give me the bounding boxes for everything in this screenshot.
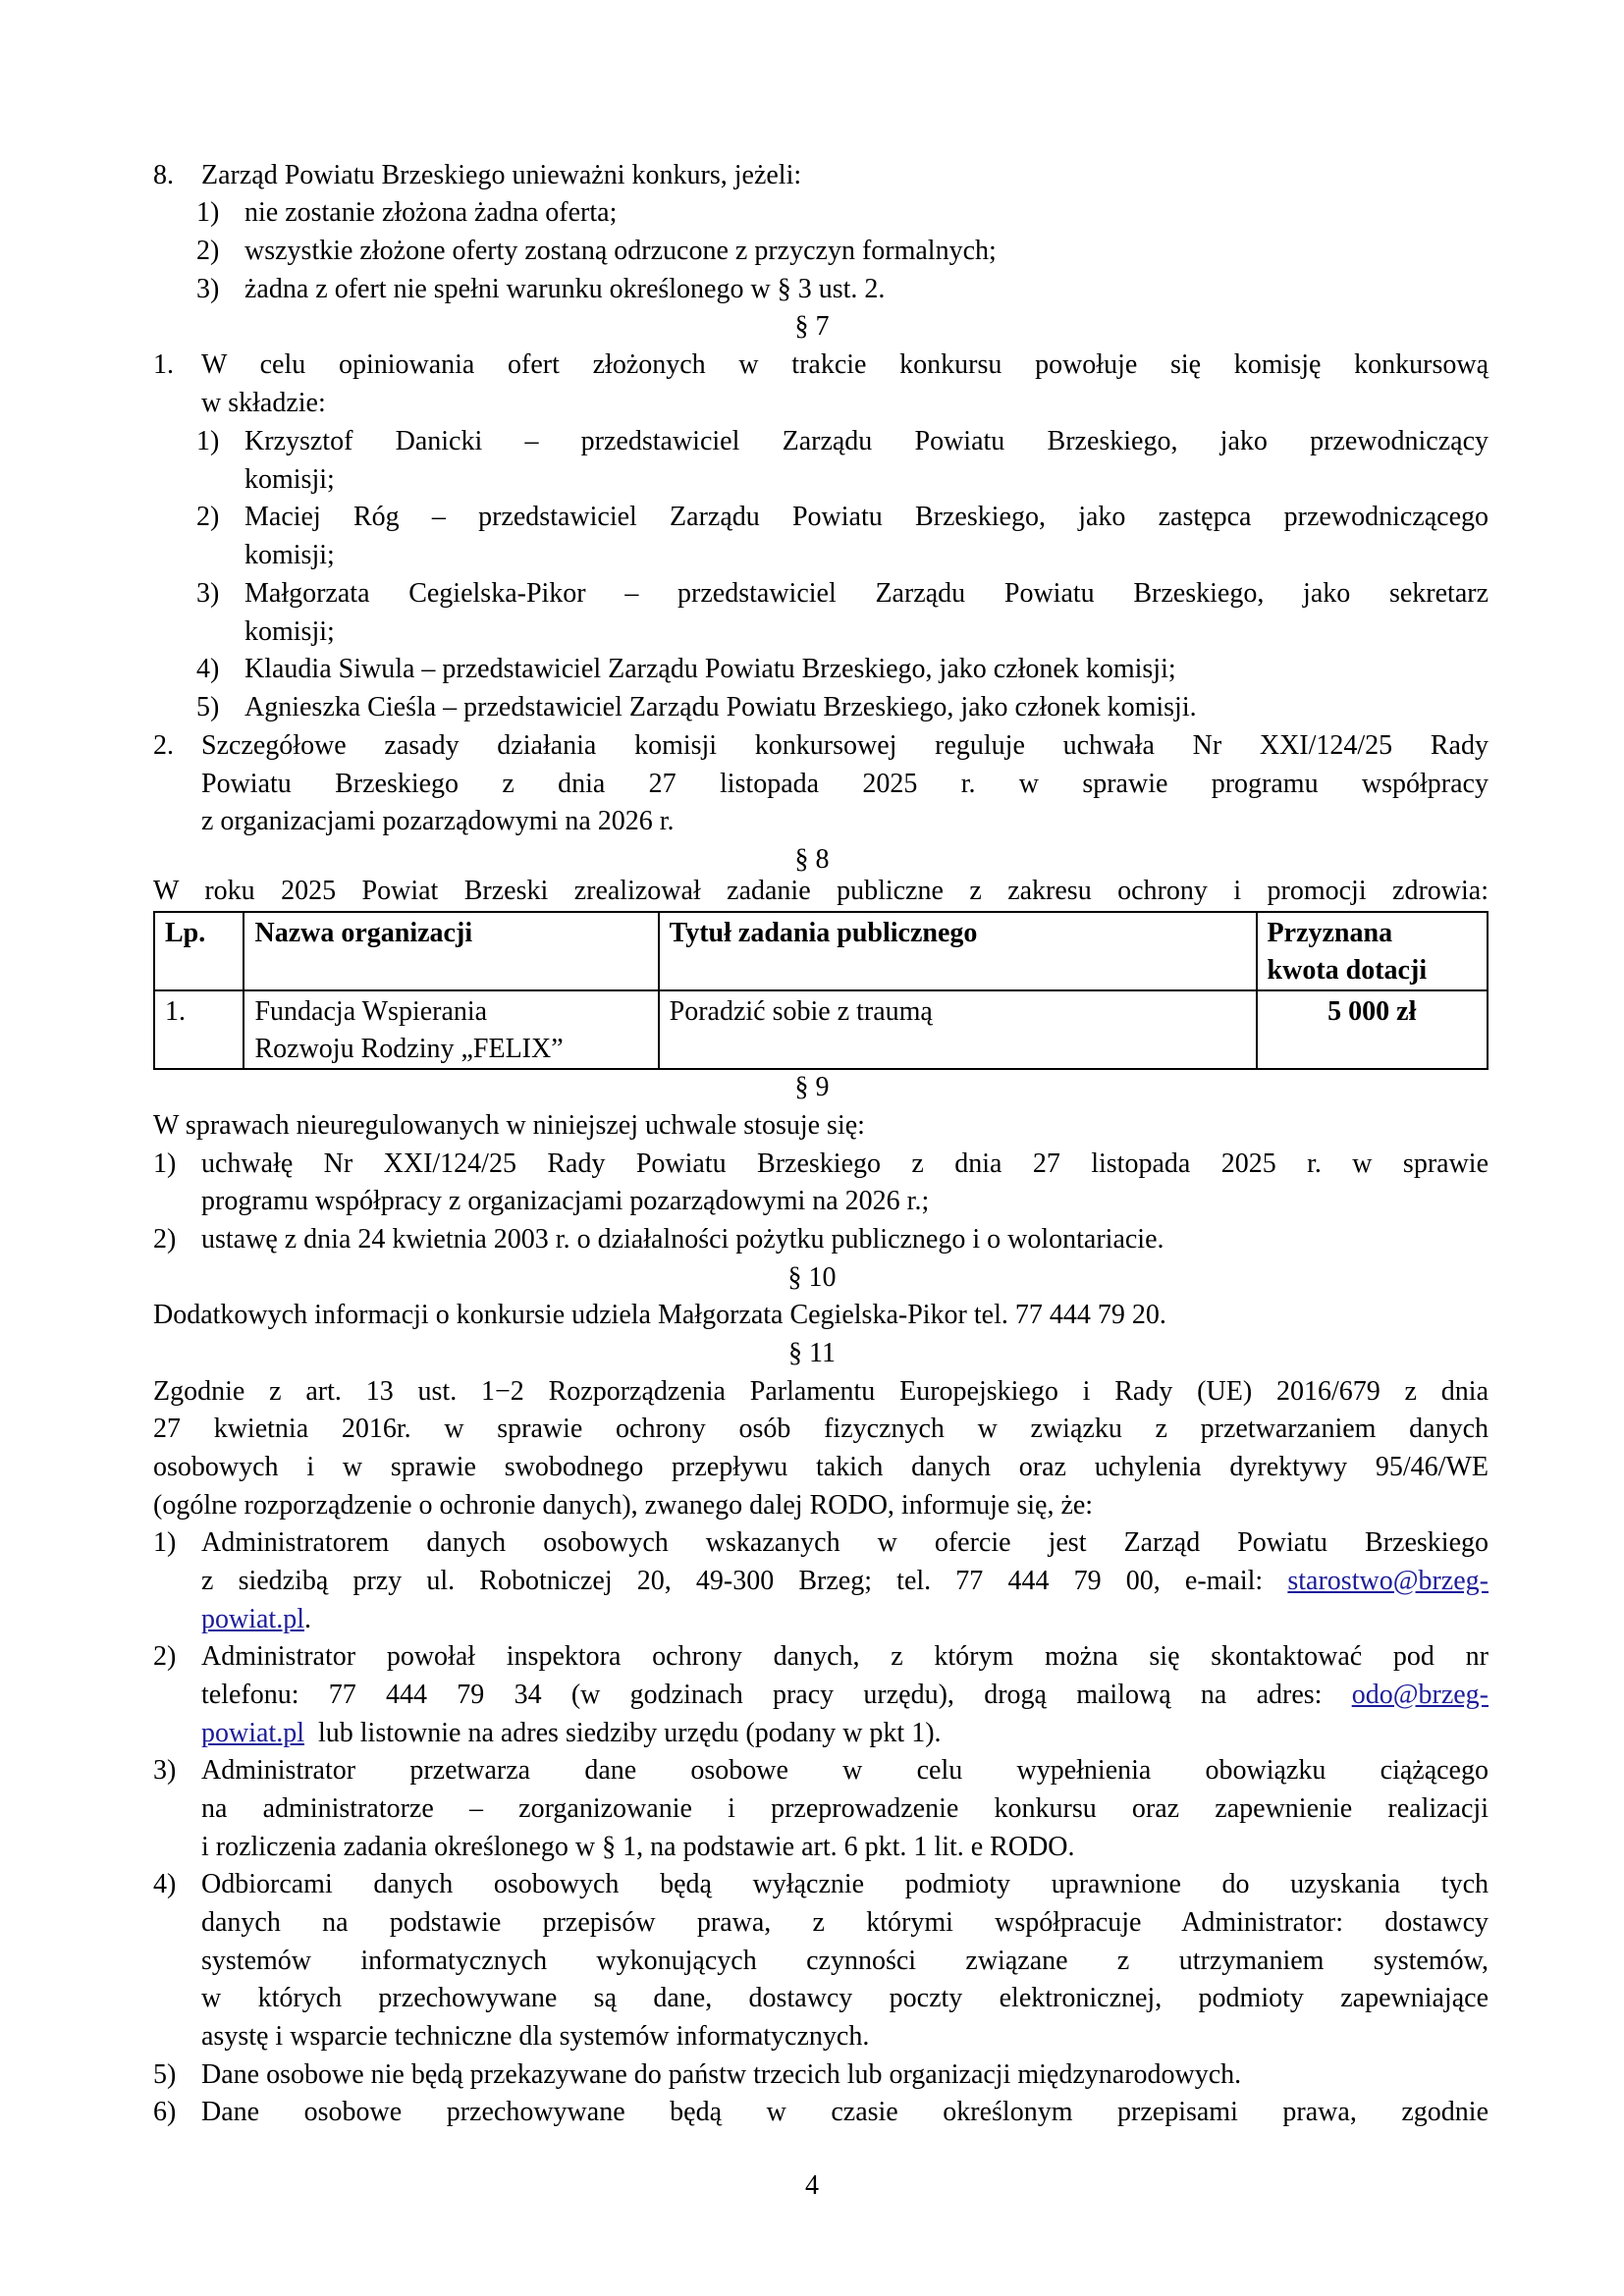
rodo-item: Dane osobowe nie będą przekazywane do państw trzecich lub organizacji międzynarodowych. — [201, 2059, 1242, 2090]
paragraph-text: Zarząd Powiatu Brzeskiego unieważni konkurs, jeżeli: — [201, 160, 802, 190]
section-heading-8: § 8 — [794, 844, 830, 875]
committee-member: komisji; — [244, 616, 335, 647]
list-number: 2) — [153, 1224, 177, 1255]
list-number: 4) — [153, 1869, 177, 1899]
header-task-title: Tytuł zadania publicznego — [659, 912, 1257, 990]
table-header-row — [154, 912, 1488, 990]
paragraph-text: Szczegółowe zasady działania komisji konkursowej reguluje uchwała Nr XXI/124/25 Rady — [201, 730, 1489, 761]
section-heading-10: § 10 — [787, 1262, 837, 1293]
cell-amount: 5 000 zł — [1257, 990, 1488, 1069]
committee-member: komisji; — [244, 464, 335, 495]
rodo-item: Administrator przetwarza dane osobowe w celu wypełnienia obowiązku ciążącego — [201, 1755, 1489, 1786]
grants-table — [153, 911, 1489, 1070]
list-number: 2) — [196, 236, 220, 266]
rodo-text: z siedzibą przy ul. Robotniczej 20, 49-300 Brzeg; tel. 77 444 79 00, e-mail: — [201, 1566, 1288, 1596]
rodo-item: Odbiorcami danych osobowych będą wyłącznie podmioty uprawnione do uzyskania tych — [201, 1869, 1489, 1899]
rodo-item: Administrator powołał inspektora ochrony danych, z którym można się skontaktować pod nr — [201, 1641, 1489, 1672]
list-item: programu współpracy z organizacjami pozarządowymi na 2026 r.; — [201, 1186, 930, 1216]
paragraph-text: Dodatkowych informacji o konkursie udziela Małgorzata Cegielska-Pikor tel. 77 444 79 20. — [153, 1300, 1166, 1330]
list-item: ustawę z dnia 24 kwietnia 2003 r. o działalności pożytku publicznego i o wolontariacie. — [201, 1224, 1164, 1255]
rodo-item: Dane osobowe przechowywane będą w czasie określonym przepisami prawa, zgodnie — [201, 2097, 1489, 2127]
organization-line: Fundacja Wspierania — [254, 996, 488, 1027]
paragraph-text: osobowych i w sprawie swobodnego przepływu takich danych oraz uchylenia dyrektywy 95/46/WE — [153, 1452, 1489, 1482]
page-number: 4 — [805, 2170, 819, 2201]
section-heading-11: § 11 — [788, 1338, 836, 1368]
committee-member: Maciej Róg – przedstawiciel Zarządu Powiatu Brzeskiego, jako zastępca przewodniczącego — [244, 502, 1489, 532]
paragraph-text: (ogólne rozporządzenie o ochronie danych), zwanego dalej RODO, informuje się, że: — [153, 1490, 1094, 1521]
email-link-odo-cont[interactable]: powiat.pl — [201, 1718, 304, 1748]
list-number: 6) — [153, 2097, 177, 2127]
list-number: 1) — [196, 197, 220, 228]
list-item: żadna z ofert nie spełni warunku określonego w § 3 ust. 2. — [244, 274, 886, 304]
table-row — [154, 990, 1488, 1069]
organization-line: Rozwoju Rodziny „FELIX” — [254, 1034, 564, 1064]
paragraph-text: Zgodnie z art. 13 ust. 1−2 Rozporządzenia Parlamentu Europejskiego i Rady (UE) 2016/679 z dnia — [153, 1376, 1489, 1407]
email-link-starostwo-cont[interactable]: powiat.pl — [201, 1604, 304, 1634]
rodo-text: telefonu: 77 444 79 34 (w godzinach pracy urzędu), drogą mailową na adres: — [201, 1680, 1352, 1710]
header-amount-line: kwota dotacji — [1267, 955, 1428, 986]
list-item: nie zostanie złożona żadna oferta; — [244, 197, 618, 228]
paragraph-text: W celu opiniowania ofert złożonych w trakcie konkursu powołuje się komisję konkursową — [201, 349, 1489, 380]
list-number: 1) — [196, 426, 220, 456]
list-item: wszystkie złożone oferty zostaną odrzucone z przyczyn formalnych; — [244, 236, 997, 266]
paragraph-text: w składzie: — [201, 388, 326, 418]
header-organization: Nazwa organizacji — [244, 912, 658, 990]
rodo-item: w których przechowywane są dane, dostawcy poczty elektronicznej, podmioty zapewniające — [201, 1983, 1489, 2013]
cell-lp: 1. — [154, 990, 244, 1069]
cell-organization — [244, 990, 658, 1069]
committee-member: Klaudia Siwula – przedstawiciel Zarządu Powiatu Brzeskiego, jako członek komisji; — [244, 654, 1176, 684]
list-number: 2) — [196, 502, 220, 532]
list-number: 3) — [196, 578, 220, 609]
rodo-item: systemów informatycznych wykonujących czynności związane z utrzymaniem systemów, — [201, 1946, 1489, 1976]
list-number: 4) — [196, 654, 220, 684]
committee-member: Krzysztof Danicki – przedstawiciel Zarządu Powiatu Brzeskiego, jako przewodniczący — [244, 426, 1489, 456]
committee-member: komisji; — [244, 540, 335, 570]
rodo-item — [201, 1677, 1489, 1714]
header-lp: Lp. — [154, 912, 244, 990]
email-link-starostwo[interactable]: starostwo@brzeg- — [1287, 1566, 1489, 1596]
rodo-item — [201, 1601, 311, 1638]
paragraph-text: z organizacjami pozarządowymi na 2026 r. — [201, 806, 675, 836]
section-heading-7: § 7 — [794, 311, 830, 342]
rodo-item: asystę i wsparcie techniczne dla systemów informatycznych. — [201, 2021, 870, 2052]
paragraph-text: Powiatu Brzeskiego z dnia 27 listopada 2025 r. w sprawie programu współpracy — [201, 769, 1489, 799]
rodo-item: na administratorze – zorganizowanie i przeprowadzenie konkursu oraz zapewnienie realizacji — [201, 1793, 1489, 1824]
paragraph-text: W sprawach nieuregulowanych w niniejszej uchwale stosuje się: — [153, 1110, 865, 1141]
rodo-text: . — [304, 1604, 311, 1634]
email-link-odo[interactable]: odo@brzeg- — [1351, 1680, 1489, 1710]
rodo-item: Administratorem danych osobowych wskazanych w ofercie jest Zarząd Powiatu Brzeskiego — [201, 1527, 1489, 1558]
rodo-item: i rozliczenia zadania określonego w § 1, na podstawie art. 6 pkt. 1 lit. e RODO. — [201, 1832, 1075, 1862]
list-number: 1) — [153, 1527, 177, 1558]
rodo-item — [201, 1715, 942, 1752]
list-number: 3) — [153, 1755, 177, 1786]
list-number: 1. — [153, 349, 174, 380]
list-item: uchwałę Nr XXI/124/25 Rady Powiatu Brzeskiego z dnia 27 listopada 2025 r. w sprawie — [201, 1148, 1489, 1179]
cell-task-title: Poradzić sobie z traumą — [659, 990, 1257, 1069]
paragraph-text: 27 kwietnia 2016r. w sprawie ochrony osób fizycznych w związku z przetwarzaniem danych — [153, 1414, 1489, 1444]
committee-member: Małgorzata Cegielska-Pikor – przedstawiciel Zarządu Powiatu Brzeskiego, jako sekretarz — [244, 578, 1489, 609]
header-amount — [1257, 912, 1488, 990]
rodo-item — [201, 1563, 1489, 1600]
list-number: 5) — [153, 2059, 177, 2090]
list-number: 2. — [153, 730, 174, 761]
list-number: 1) — [153, 1148, 177, 1179]
header-amount-line: Przyznana — [1267, 918, 1393, 948]
rodo-text: lub listownie na adres siedziby urzędu (podany w pkt 1). — [304, 1718, 942, 1748]
paragraph-text: W roku 2025 Powiat Brzeski zrealizował zadanie publiczne z zakresu ochrony i promocji zdrowia: — [153, 876, 1489, 906]
list-number: 8. — [153, 160, 174, 190]
rodo-item: danych na podstawie przepisów prawa, z którymi współpracuje Administrator: dostawcy — [201, 1907, 1489, 1938]
list-number: 5) — [196, 692, 220, 722]
committee-member: Agnieszka Cieśla – przedstawiciel Zarządu Powiatu Brzeskiego, jako członek komisji. — [244, 692, 1197, 722]
list-number: 2) — [153, 1641, 177, 1672]
section-heading-9: § 9 — [794, 1072, 830, 1102]
list-number: 3) — [196, 274, 220, 304]
